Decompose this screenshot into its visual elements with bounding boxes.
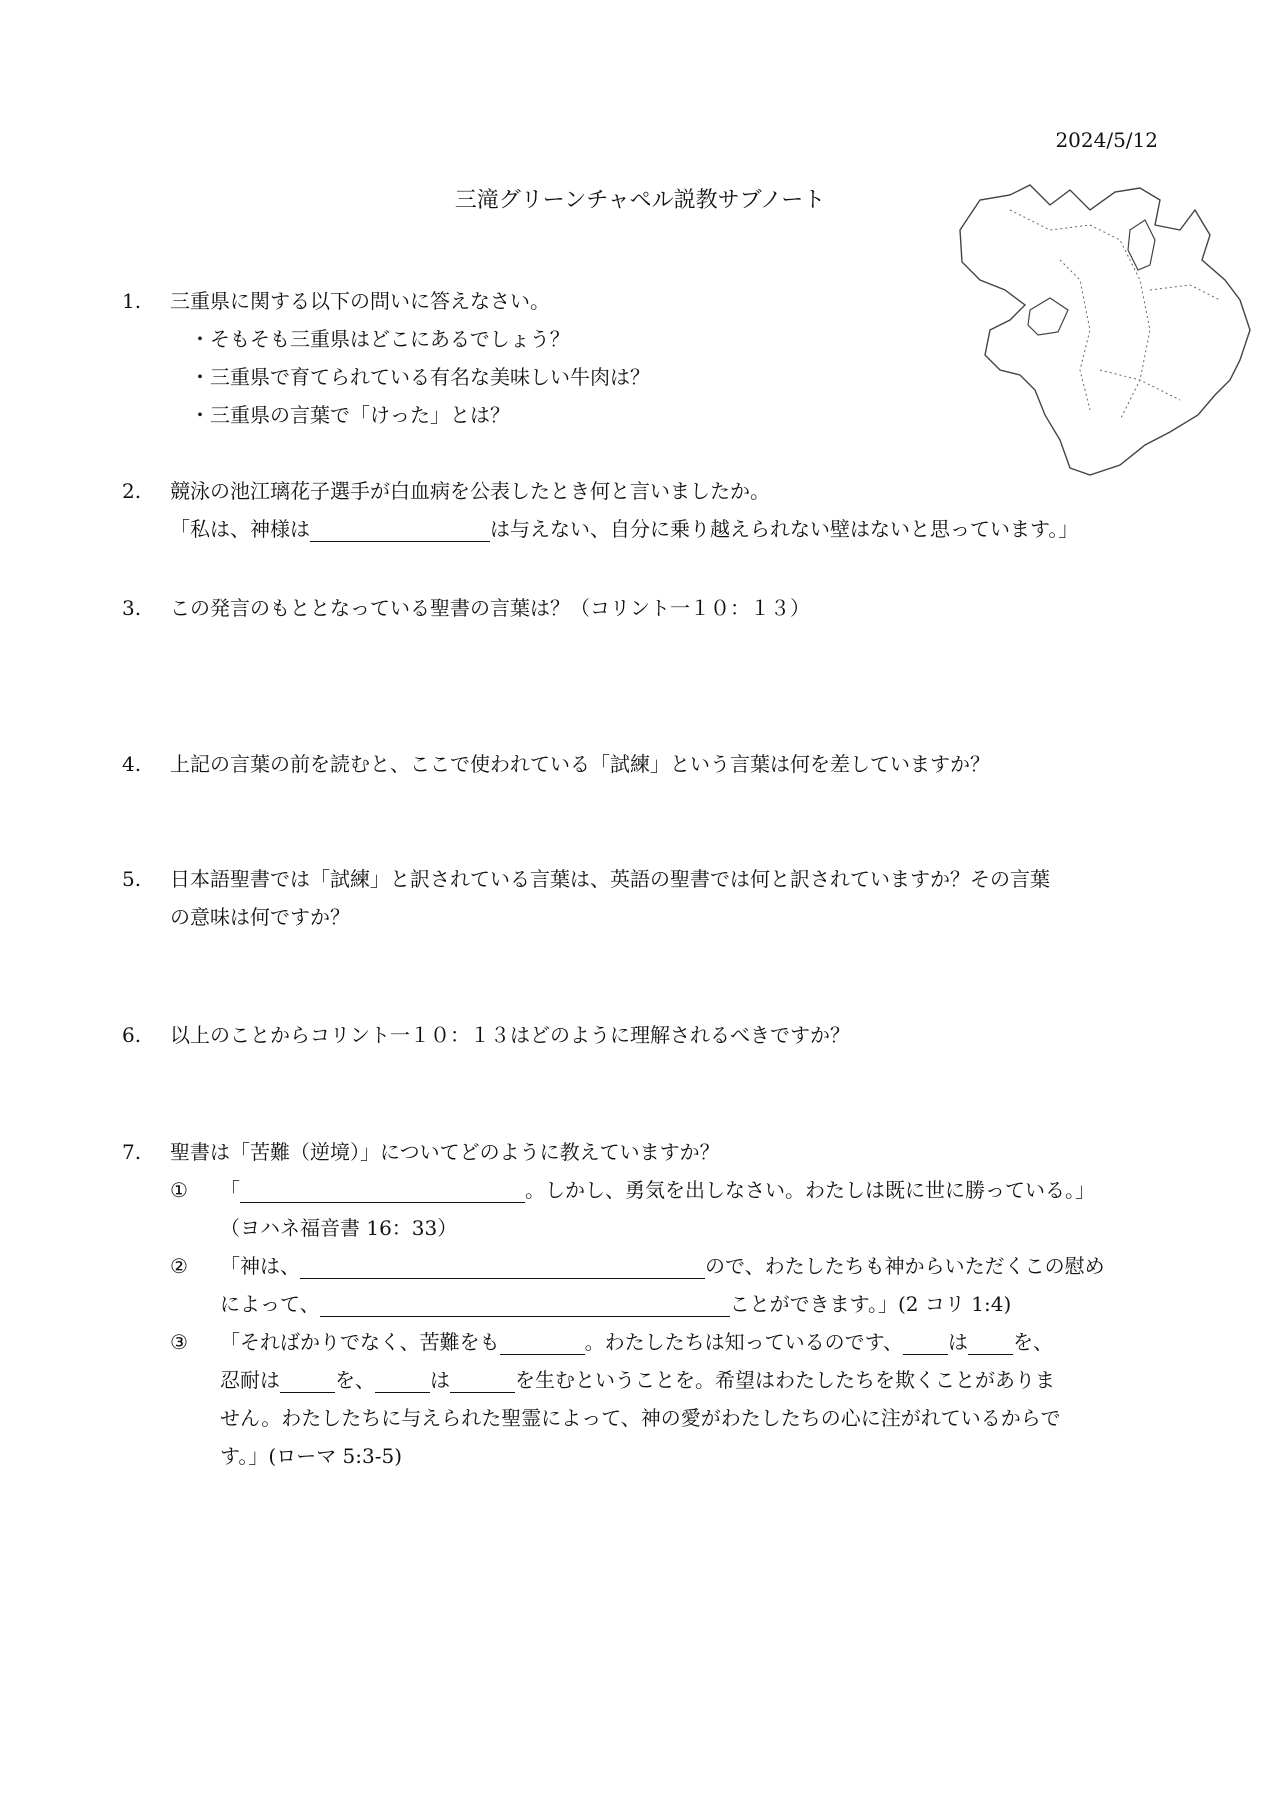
question-2 — [122, 472, 1078, 548]
page-title: 三滝グリーンチャペル説教サブノート — [454, 188, 826, 213]
question-number: 7. — [122, 1140, 142, 1164]
quote-part: 「私は、神様は — [170, 517, 310, 541]
answer-blank[interactable] — [903, 1328, 948, 1355]
map-outline-icon — [940, 170, 1260, 490]
answer-blank[interactable] — [968, 1328, 1013, 1355]
text-part: ことができます。」(2 コリ 1:4) — [729, 1292, 1012, 1316]
answer-blank[interactable] — [500, 1328, 585, 1355]
text-line: す。」(ローマ 5:3-5) — [220, 1444, 403, 1468]
scripture-item-3 — [170, 1323, 1105, 1475]
question-text: 上記の言葉の前を読むと、ここで使われている「試練」という言葉は何を差していますか？ — [170, 752, 990, 776]
question-text: 聖書は「苦難（逆境）」についてどのように教えていますか？ — [170, 1140, 720, 1164]
answer-blank[interactable] — [320, 1290, 730, 1317]
text-part: 。しかし、勇気を出しなさい。わたしは既に世に勝っている。」 — [525, 1178, 1095, 1202]
text-part: を、 — [335, 1368, 375, 1392]
question-6 — [122, 1016, 850, 1054]
question-text: 日本語聖書では「試練」と訳されている言葉は、英語の聖書では何と訳されていますか？その言葉 — [170, 867, 1050, 891]
text-part: 。わたしたちは知っているのです、 — [584, 1330, 904, 1354]
question-4 — [122, 745, 990, 783]
quote-line — [170, 510, 1078, 548]
text-part: 忍耐は — [220, 1368, 280, 1392]
question-number: 2. — [122, 479, 142, 503]
quote-part: は与えない、自分に乗り越えられない壁はないと思っています。」 — [490, 517, 1079, 541]
answer-blank[interactable] — [310, 515, 490, 542]
question-number: 6. — [122, 1023, 142, 1047]
question-number: 5. — [122, 867, 142, 891]
question-text: 三重県に関する以下の問いに答えなさい。 — [170, 289, 550, 313]
text-part: 「神は、 — [220, 1254, 300, 1278]
bullet-item: ・そもそも三重県はどこにあるでしょう？ — [190, 327, 570, 351]
scripture-item-1 — [170, 1171, 1105, 1247]
question-text: この発言のもととなっている聖書の言葉は？（コリント一１０：１３） — [170, 596, 810, 620]
question-number: 3. — [122, 596, 142, 620]
answer-blank[interactable] — [450, 1366, 515, 1393]
answer-blank[interactable] — [240, 1176, 525, 1203]
question-text: 競泳の池江璃花子選手が白血病を公表したとき何と言いましたか。 — [170, 479, 770, 503]
kinki-region-map — [940, 170, 1260, 490]
item-marker: ② — [170, 1254, 188, 1278]
scripture-reference: （ヨハネ福音書 16：33） — [220, 1216, 458, 1240]
text-part: ので、わたしたちも神からいただくこの慰め — [705, 1254, 1105, 1278]
bullet-item: ・三重県の言葉で「けった」とは？ — [190, 403, 510, 427]
question-number: 4. — [122, 752, 142, 776]
item-marker: ① — [170, 1178, 188, 1202]
text-part: 「 — [220, 1178, 240, 1202]
question-number: 1. — [122, 289, 142, 313]
item-marker: ③ — [170, 1330, 188, 1354]
text-part: は — [948, 1330, 969, 1354]
text-part: を、 — [1013, 1330, 1054, 1354]
answer-blank[interactable] — [300, 1252, 705, 1279]
text-line: せん。わたしたちに与えられた聖霊によって、神の愛がわたしたちの心に注がれているからで — [220, 1406, 1061, 1430]
scripture-item-2 — [170, 1247, 1105, 1323]
question-1 — [122, 282, 650, 434]
text-part: によって、 — [220, 1292, 320, 1316]
text-part: を生むということを。希望はわたしたちを欺くことがありま — [515, 1368, 1055, 1392]
answer-blank[interactable] — [280, 1366, 335, 1393]
question-text: 以上のことからコリント一１０：１３はどのように理解されるべきですか？ — [170, 1023, 850, 1047]
question-3 — [122, 589, 810, 627]
text-part: は — [430, 1368, 450, 1392]
bullet-item: ・三重県で育てられている有名な美味しい牛肉は？ — [190, 365, 650, 389]
answer-blank[interactable] — [375, 1366, 430, 1393]
text-part: 「そればかりでなく、苦難をも — [220, 1330, 500, 1354]
question-7 — [122, 1133, 1105, 1475]
question-5 — [122, 860, 1050, 936]
date: 2024/5/12 — [1055, 128, 1158, 152]
question-text: の意味は何ですか？ — [170, 905, 350, 929]
